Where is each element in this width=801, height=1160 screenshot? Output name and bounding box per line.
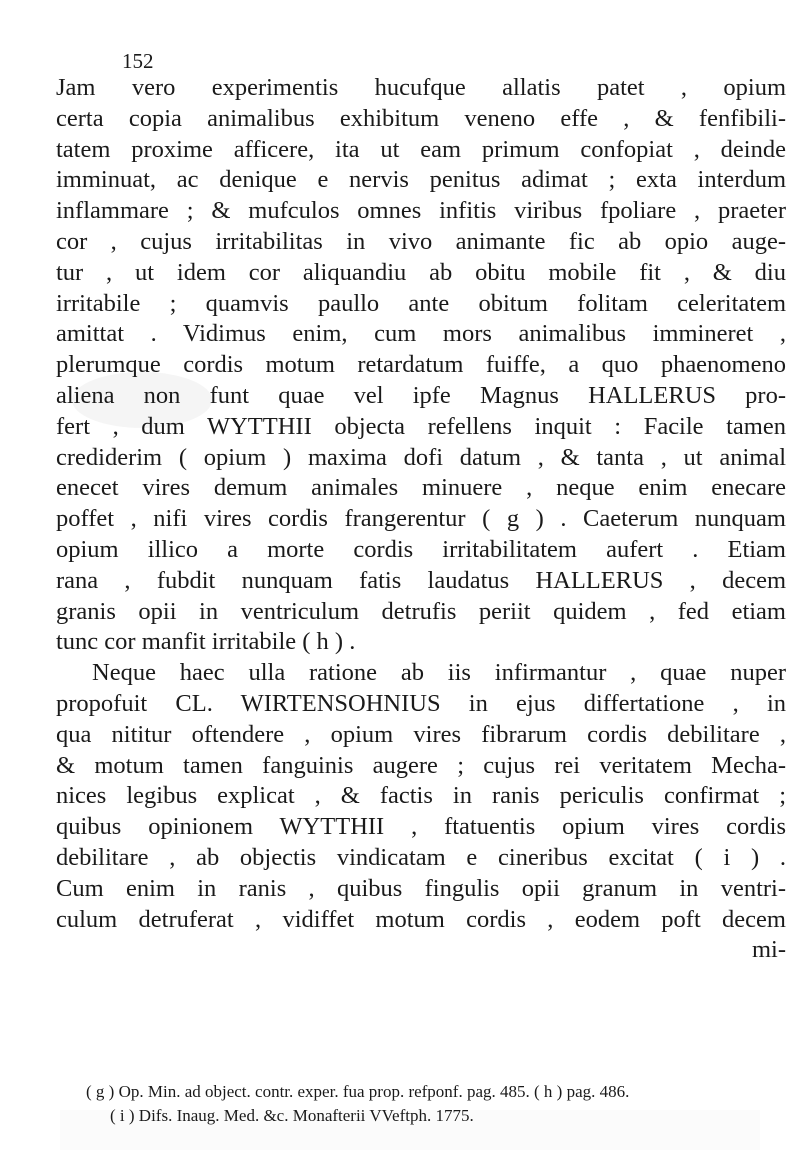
footnotes [56,1080,786,1128]
page-number: 152 [122,49,154,73]
catchword: mi- [751,936,786,964]
text-line: inflammare ; & mufculos omnes infitis viribus fpoliare , praeter [56,197,786,225]
text-line: Jam vero experimentis hucufque allatis patet , opium [56,74,786,101]
text-line: imminuat, ac denique e nervis penitus adimat ; exta interdum [56,166,786,194]
text-line: quibus opinionem WYTTHII , ftatuentis opium vires cordis [56,813,786,841]
text-line: crediderim ( opium ) maxima dofi datum , & tanta , ut animal [56,443,786,471]
text-line: irritabile ; quamvis paullo ante obitum folitam celeritatem [56,289,786,317]
text-line: propofuit CL. WIRTENSOHNIUS in ejus differtatione , in [56,689,786,717]
text-line: certa copia animalibus exhibitum veneno effe , & fenfibili- [56,104,786,132]
text-line: enecet vires demum animales minuere , neque enim enecare [56,474,786,502]
text-line: poffet , nifi vires cordis frangerentur ( g ) . Caeterum nunquam [56,505,786,533]
text-line: fert , dum WYTTHII objecta refellens inquit : Facile tamen [56,412,786,440]
footnote: ( i ) Difs. Inaug. Med. &c. Monafterii VVeftph. 1775. [110,1106,474,1125]
text-line: tur , ut idem cor aliquandiu ab obitu mobile fit , & diu [56,258,786,286]
text-line: cor , cujus irritabilitas in vivo animante fic ab opio auge- [56,227,786,255]
text-line: amittat . Vidimus enim, cum mors animalibus immineret , [56,320,786,348]
text-line: tatem proxime afficere, ita ut eam primum confopiat , deinde [56,135,786,163]
text-line: rana , fubdit nunquam fatis laudatus HALLERUS , decem [56,566,786,594]
footnote: ( g ) Op. Min. ad object. contr. exper. fua prop. refponf. pag. 485. ( h ) pag. 486. [86,1082,630,1101]
body-text [56,73,786,966]
text-line: aliena non funt quae vel ipfe Magnus HALLERUS pro- [56,381,786,409]
text-line: qua nititur oftendere , opium vires fibrarum cordis debilitare , [56,720,786,748]
text-line: tunc cor manfit irritabile ( h ) . [56,628,356,656]
text-line: culum detruferat , vidiffet motum cordis , eodem poft decem [56,905,786,933]
text-line: Cum enim in ranis , quibus fingulis opii granum in ventri- [56,874,786,902]
text-line: nices legibus explicat , & factis in ranis periculis confirmat ; [56,782,786,810]
text-line: Neque haec ulla ratione ab iis infirmantur , quae nuper [92,659,786,687]
text-line: granis opii in ventriculum detrufis periit quidem , fed etiam [56,597,786,625]
text-line: plerumque cordis motum retardatum fuiffe, a quo phaenomeno [56,351,786,379]
text-line: opium illico a morte cordis irritabilitatem aufert . Etiam [56,535,786,563]
text-line: & motum tamen fanguinis augere ; cujus rei veritatem Mecha- [56,751,786,779]
text-line: debilitare , ab objectis vindicatam e cineribus excitat ( i ) . [56,843,786,871]
